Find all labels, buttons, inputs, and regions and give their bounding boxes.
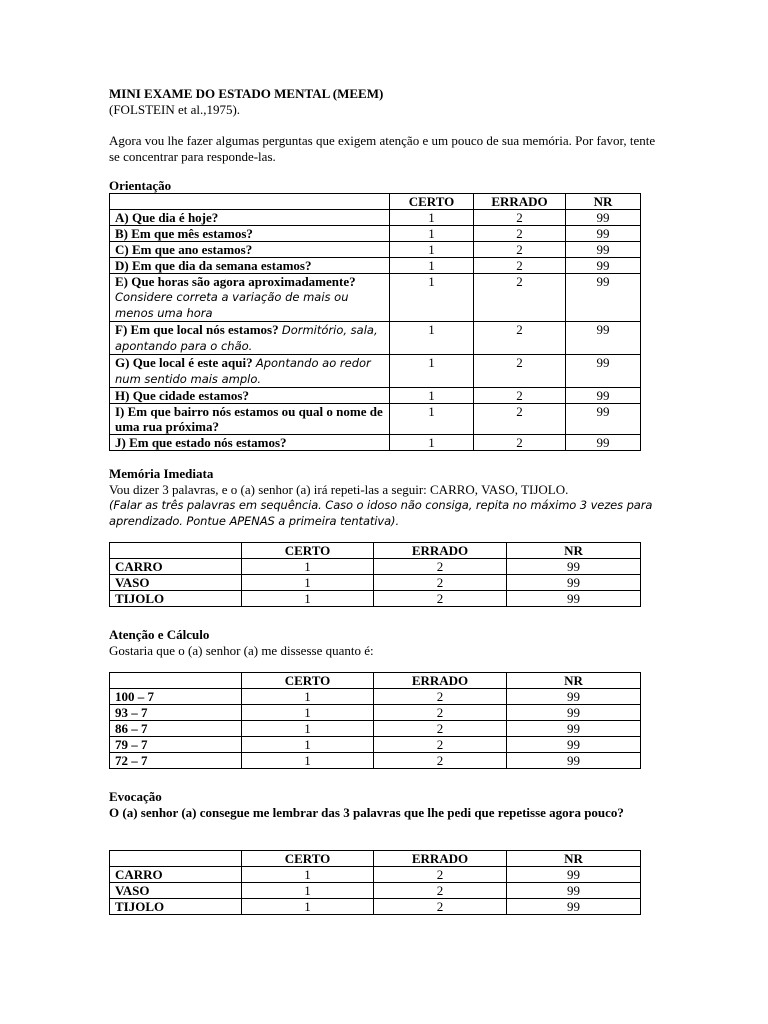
question-text: C) Em que ano estamos? [115, 242, 253, 257]
header-errado: ERRADO [374, 673, 507, 689]
certo-value: 1 [390, 242, 474, 258]
certo-value: 1 [390, 274, 474, 322]
errado-value: 2 [474, 226, 566, 242]
errado-value: 2 [474, 274, 566, 322]
question-text: TIJOLO [115, 899, 165, 914]
question-cell [110, 258, 390, 274]
question-text: 72 – 7 [115, 753, 148, 768]
section-title-calculo: Atenção e Cálculo [109, 627, 210, 642]
certo-value: 1 [242, 721, 374, 737]
question-text: G) Que local é este aqui? [115, 355, 253, 370]
table-row [110, 210, 641, 226]
question-text: 93 – 7 [115, 705, 148, 720]
table-row [110, 242, 641, 258]
question-note: Considere correta a variação de mais ou menos uma hora [115, 290, 349, 320]
certo-value: 1 [242, 899, 374, 915]
nr-value: 99 [566, 322, 641, 355]
table-row [110, 355, 641, 388]
question-cell [110, 355, 390, 388]
nr-value: 99 [566, 274, 641, 322]
header-errado: ERRADO [474, 194, 566, 210]
nr-value: 99 [507, 867, 641, 883]
nr-value: 99 [507, 591, 641, 607]
certo-value: 1 [390, 258, 474, 274]
table-row [110, 575, 641, 591]
errado-value: 2 [474, 258, 566, 274]
table-row [110, 899, 641, 915]
errado-value: 2 [474, 210, 566, 226]
errado-value: 2 [374, 689, 507, 705]
question-cell [110, 226, 390, 242]
nr-value: 99 [566, 226, 641, 242]
memoria-note: (Falar as três palavras em sequência. Caso o idoso não consiga, repita no máximo 3 vezes para aprendizado. Pontue APENAS a primeira tentativa). [109, 498, 653, 528]
table-row [110, 388, 641, 404]
question-cell [110, 559, 242, 575]
errado-value: 2 [474, 322, 566, 355]
table-header-row [110, 673, 641, 689]
errado-value: 2 [474, 404, 566, 435]
table-row [110, 404, 641, 435]
header-nr: NR [566, 194, 641, 210]
certo-value: 1 [242, 737, 374, 753]
question-cell [110, 899, 242, 915]
table-row [110, 435, 641, 451]
header-empty [110, 673, 242, 689]
question-cell [110, 242, 390, 258]
table-header-row [110, 851, 641, 867]
certo-value: 1 [242, 575, 374, 591]
table-row [110, 753, 641, 769]
question-text: D) Em que dia da semana estamos? [115, 258, 312, 273]
section-title-evocacao: Evocação [109, 789, 162, 804]
nr-value: 99 [566, 242, 641, 258]
certo-value: 1 [242, 705, 374, 721]
errado-value: 2 [374, 753, 507, 769]
table-header-row [110, 543, 641, 559]
nr-value: 99 [507, 899, 641, 915]
header-empty [110, 543, 242, 559]
question-cell [110, 721, 242, 737]
table-row [110, 322, 641, 355]
intro-paragraph: Agora vou lhe fazer algumas perguntas que exigem atenção e um pouco de sua memória. Por favor, tente se concentrar para responde-las. [109, 133, 656, 164]
nr-value: 99 [566, 404, 641, 435]
question-cell [110, 737, 242, 753]
question-text: I) Em que bairro nós estamos ou qual o nome de uma rua próxima? [115, 404, 383, 434]
header-certo: CERTO [242, 673, 374, 689]
header-errado: ERRADO [374, 543, 507, 559]
table-row [110, 226, 641, 242]
nr-value: 99 [566, 435, 641, 451]
certo-value: 1 [242, 689, 374, 705]
question-text: VASO [115, 575, 150, 590]
certo-value: 1 [390, 210, 474, 226]
errado-value: 2 [374, 867, 507, 883]
evocacao-text: O (a) senhor (a) consegue me lembrar das 3 palavras que lhe pedi que repetisse agora pouco? [109, 805, 624, 820]
question-text: TIJOLO [115, 591, 165, 606]
question-cell [110, 322, 390, 355]
table-row [110, 591, 641, 607]
errado-value: 2 [374, 591, 507, 607]
certo-value: 1 [390, 388, 474, 404]
table-header-row [110, 194, 641, 210]
orientacao-table [109, 193, 641, 451]
table-row [110, 274, 641, 322]
certo-value: 1 [390, 355, 474, 388]
header-certo: CERTO [390, 194, 474, 210]
certo-value: 1 [242, 559, 374, 575]
header-nr: NR [507, 673, 641, 689]
nr-value: 99 [507, 705, 641, 721]
document-title: MINI EXAME DO ESTADO MENTAL (MEEM) [109, 86, 384, 101]
table-row [110, 559, 641, 575]
calculo-table [109, 672, 641, 769]
question-cell [110, 705, 242, 721]
nr-value: 99 [566, 388, 641, 404]
nr-value: 99 [566, 355, 641, 388]
table-row [110, 689, 641, 705]
table-row [110, 258, 641, 274]
table-row [110, 737, 641, 753]
certo-value: 1 [390, 404, 474, 435]
nr-value: 99 [507, 689, 641, 705]
question-text: 100 – 7 [115, 689, 154, 704]
nr-value: 99 [566, 258, 641, 274]
question-cell [110, 575, 242, 591]
question-text: CARRO [115, 559, 163, 574]
table-row [110, 883, 641, 899]
table-row [110, 705, 641, 721]
question-cell [110, 867, 242, 883]
evocacao-table [109, 850, 641, 915]
certo-value: 1 [390, 226, 474, 242]
header-nr: NR [507, 543, 641, 559]
header-certo: CERTO [242, 851, 374, 867]
question-note: Apontando ao redor num sentido mais amplo. [115, 356, 371, 386]
errado-value: 2 [374, 575, 507, 591]
table-row [110, 721, 641, 737]
header-errado: ERRADO [374, 851, 507, 867]
errado-value: 2 [374, 705, 507, 721]
section-title-orientacao: Orientação [109, 178, 172, 193]
header-certo: CERTO [242, 543, 374, 559]
question-cell [110, 274, 390, 322]
citation: (FOLSTEIN et al.,1975). [109, 102, 241, 117]
nr-value: 99 [507, 753, 641, 769]
errado-value: 2 [374, 899, 507, 915]
nr-value: 99 [507, 883, 641, 899]
certo-value: 1 [242, 867, 374, 883]
nr-value: 99 [507, 737, 641, 753]
question-cell [110, 591, 242, 607]
question-cell [110, 210, 390, 226]
question-text: VASO [115, 883, 150, 898]
errado-value: 2 [374, 737, 507, 753]
memoria-table [109, 542, 641, 607]
certo-value: 1 [242, 591, 374, 607]
certo-value: 1 [390, 435, 474, 451]
nr-value: 99 [566, 210, 641, 226]
question-text: J) Em que estado nós estamos? [115, 435, 287, 450]
table-row [110, 867, 641, 883]
question-cell [110, 753, 242, 769]
question-text: E) Que horas são agora aproximadamente? [115, 274, 356, 289]
question-text: H) Que cidade estamos? [115, 388, 249, 403]
errado-value: 2 [474, 355, 566, 388]
certo-value: 1 [242, 753, 374, 769]
question-cell [110, 689, 242, 705]
question-cell [110, 435, 390, 451]
memoria-text: Vou dizer 3 palavras, e o (a) senhor (a) irá repeti-las a seguir: CARRO, VASO, TIJOLO. [109, 482, 569, 497]
section-title-memoria: Memória Imediata [109, 466, 214, 481]
question-cell [110, 883, 242, 899]
header-nr: NR [507, 851, 641, 867]
errado-value: 2 [374, 883, 507, 899]
errado-value: 2 [474, 242, 566, 258]
question-text: F) Em que local nós estamos? [115, 322, 279, 337]
header-empty [110, 851, 242, 867]
header-empty [110, 194, 390, 210]
question-text: 86 – 7 [115, 721, 148, 736]
calculo-text: Gostaria que o (a) senhor (a) me dissesse quanto é: [109, 643, 374, 658]
question-text: A) Que dia é hoje? [115, 210, 219, 225]
nr-value: 99 [507, 559, 641, 575]
certo-value: 1 [390, 322, 474, 355]
question-text: 79 – 7 [115, 737, 148, 752]
errado-value: 2 [374, 559, 507, 575]
certo-value: 1 [242, 883, 374, 899]
question-text: CARRO [115, 867, 163, 882]
question-cell [110, 388, 390, 404]
nr-value: 99 [507, 575, 641, 591]
errado-value: 2 [374, 721, 507, 737]
question-text: B) Em que mês estamos? [115, 226, 253, 241]
errado-value: 2 [474, 388, 566, 404]
nr-value: 99 [507, 721, 641, 737]
errado-value: 2 [474, 435, 566, 451]
question-cell [110, 404, 390, 435]
question-note: Dormitório, sala, apontando para o chão. [115, 323, 378, 353]
